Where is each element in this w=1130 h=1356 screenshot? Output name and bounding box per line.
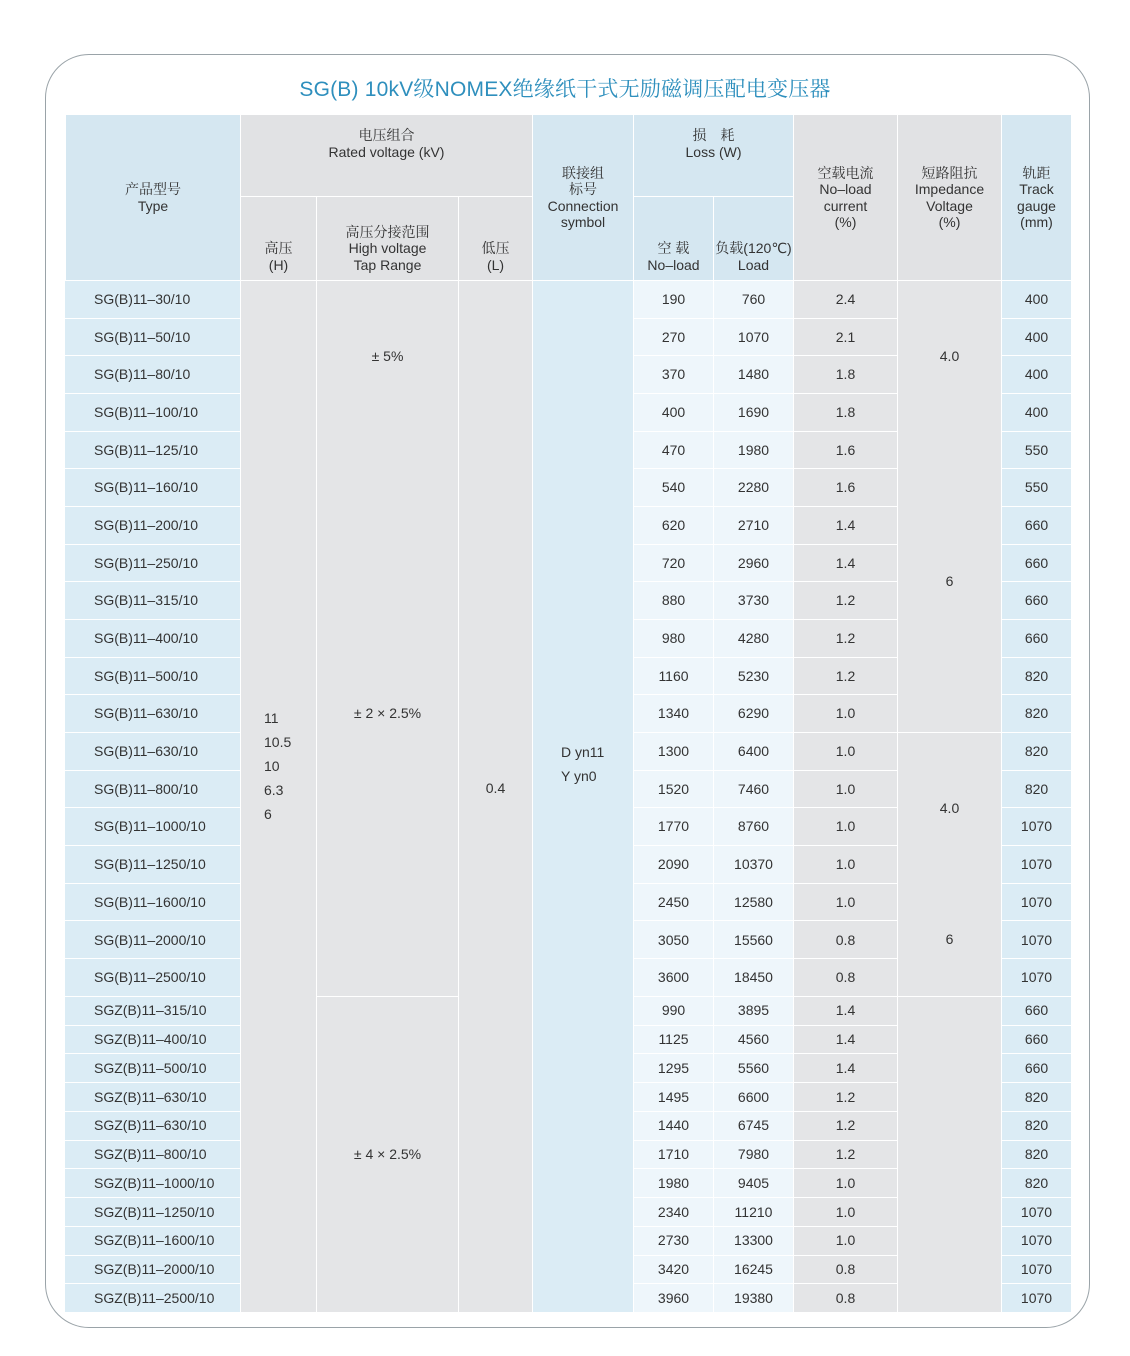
no-load-current-cell: 1.6 [793,431,897,469]
no-load-current-cell: 1.0 [793,732,897,770]
track-gauge-cell: 660 [1001,581,1071,619]
no-load-loss-cell: 1125 [633,1025,713,1054]
no-load-current-cell: 0.8 [793,920,897,958]
track-gauge-cell: 820 [1001,694,1071,732]
header-lv: 低压 (L) [458,196,532,280]
type-cell: SG(B)11–125/10 [65,431,240,469]
no-load-current-cell: 1.0 [793,845,897,883]
no-load-current-cell: 1.2 [793,619,897,657]
load-loss-cell: 10370 [713,845,793,883]
type-cell: SGZ(B)11–630/10 [65,1082,240,1111]
load-loss-cell: 8760 [713,807,793,845]
type-cell: SG(B)11–50/10 [65,318,240,356]
track-gauge-cell: 400 [1001,393,1071,431]
header-impedance: 短路阻抗 Impedance Voltage (%) [897,114,1001,280]
type-cell: SG(B)11–630/10 [65,694,240,732]
no-load-loss-cell: 3600 [633,958,713,996]
load-loss-cell: 2960 [713,544,793,582]
load-loss-cell: 7980 [713,1140,793,1169]
type-cell: SG(B)11–400/10 [65,619,240,657]
track-gauge-cell: 400 [1001,355,1071,393]
no-load-loss-cell: 1495 [633,1082,713,1111]
load-loss-cell: 13300 [713,1226,793,1255]
track-gauge-cell: 400 [1001,280,1071,318]
header-no-load-current: 空载电流 No–load current (%) [793,114,897,280]
track-gauge-cell: 550 [1001,431,1071,469]
track-gauge-cell: 660 [1001,544,1071,582]
type-cell: SG(B)11–500/10 [65,657,240,695]
no-load-loss-cell: 3960 [633,1283,713,1312]
no-load-loss-cell: 3420 [633,1255,713,1284]
track-gauge-cell: 660 [1001,1053,1071,1082]
header-loss: 损 耗 Loss (W) [633,114,793,196]
no-load-current-cell: 1.2 [793,1082,897,1111]
no-load-current-cell: 1.8 [793,393,897,431]
track-gauge-cell: 1070 [1001,1283,1071,1312]
load-loss-cell: 19380 [713,1283,793,1312]
type-cell: SGZ(B)11–1250/10 [65,1197,240,1226]
no-load-current-cell: 1.0 [793,1168,897,1197]
no-load-current-cell: 1.2 [793,1140,897,1169]
track-gauge-cell: 820 [1001,1082,1071,1111]
type-cell: SG(B)11–200/10 [65,506,240,544]
no-load-loss-cell: 1520 [633,770,713,808]
load-loss-cell: 6600 [713,1082,793,1111]
type-cell: SG(B)11–1600/10 [65,883,240,921]
no-load-current-cell: 1.0 [793,694,897,732]
type-cell: SG(B)11–30/10 [65,280,240,318]
type-cell: SG(B)11–100/10 [65,393,240,431]
no-load-loss-cell: 1295 [633,1053,713,1082]
no-load-current-cell: 1.0 [793,1226,897,1255]
no-load-loss-cell: 1440 [633,1111,713,1140]
type-cell: SG(B)11–630/10 [65,732,240,770]
load-loss-cell: 1070 [713,318,793,356]
track-gauge-cell: 1070 [1001,1255,1071,1284]
track-gauge-cell: 1070 [1001,845,1071,883]
track-gauge-cell: 660 [1001,506,1071,544]
header-type: 产品型号 Type [65,114,240,280]
track-gauge-cell: 820 [1001,770,1071,808]
track-gauge-cell: 1070 [1001,807,1071,845]
type-cell: SG(B)11–2500/10 [65,958,240,996]
type-cell: SGZ(B)11–400/10 [65,1025,240,1054]
no-load-loss-cell: 400 [633,393,713,431]
no-load-loss-cell: 1300 [633,732,713,770]
no-load-loss-cell: 1710 [633,1140,713,1169]
track-gauge-cell: 820 [1001,1140,1071,1169]
connection-values: D yn11 Y yn0 [532,280,633,1312]
track-gauge-cell: 400 [1001,318,1071,356]
no-load-loss-cell: 1160 [633,657,713,695]
impedance-group: 6 [897,431,1001,732]
no-load-loss-cell: 980 [633,619,713,657]
type-cell: SG(B)11–250/10 [65,544,240,582]
type-cell: SG(B)11–800/10 [65,770,240,808]
load-loss-cell: 9405 [713,1168,793,1197]
load-loss-cell: 3895 [713,996,793,1025]
track-gauge-cell: 550 [1001,468,1071,506]
header-connection: 联接组 标号 Connection symbol [532,114,633,280]
no-load-loss-cell: 540 [633,468,713,506]
hv-values: 11 10.5 10 6.3 6 [240,280,316,1312]
no-load-loss-cell: 720 [633,544,713,582]
load-loss-cell: 4560 [713,1025,793,1054]
impedance-group: 4.0 [897,280,1001,431]
load-loss-cell: 760 [713,280,793,318]
header-load-loss: 负载(120℃) Load [713,196,793,280]
header-no-load-loss: 空 载 No–load [633,196,713,280]
no-load-current-cell: 1.4 [793,1053,897,1082]
load-loss-cell: 1980 [713,431,793,469]
no-load-current-cell: 2.4 [793,280,897,318]
no-load-current-cell: 2.1 [793,318,897,356]
track-gauge-cell: 820 [1001,732,1071,770]
load-loss-cell: 1690 [713,393,793,431]
no-load-loss-cell: 880 [633,581,713,619]
track-gauge-cell: 820 [1001,657,1071,695]
track-gauge-cell: 1070 [1001,883,1071,921]
spec-table [65,114,1071,1307]
load-loss-cell: 12580 [713,883,793,921]
no-load-current-cell: 1.4 [793,996,897,1025]
type-cell: SG(B)11–80/10 [65,355,240,393]
track-gauge-cell: 1070 [1001,920,1071,958]
no-load-loss-cell: 2090 [633,845,713,883]
load-loss-cell: 7460 [713,770,793,808]
no-load-current-cell: 1.0 [793,1197,897,1226]
load-loss-cell: 6745 [713,1111,793,1140]
no-load-current-cell: 1.8 [793,355,897,393]
header-rated-voltage: 电压组合 Rated voltage (kV) [240,114,532,196]
page-title: SG(B) 10kV级NOMEX绝缘纸干式无励磁调压配电变压器 [299,78,831,101]
type-cell: SGZ(B)11–800/10 [65,1140,240,1169]
load-loss-cell: 2710 [713,506,793,544]
track-gauge-cell: 820 [1001,1111,1071,1140]
tap-group: ± 4 × 2.5% [316,996,458,1312]
no-load-loss-cell: 190 [633,280,713,318]
load-loss-cell: 5230 [713,657,793,695]
track-gauge-cell: 660 [1001,1025,1071,1054]
type-cell: SG(B)11–160/10 [65,468,240,506]
header-track-gauge: 轨距 Track gauge (mm) [1001,114,1071,280]
impedance-group: 6 [897,883,1001,996]
load-loss-cell: 5560 [713,1053,793,1082]
type-cell: SGZ(B)11–2000/10 [65,1255,240,1284]
no-load-loss-cell: 370 [633,355,713,393]
load-loss-cell: 11210 [713,1197,793,1226]
type-cell: SGZ(B)11–500/10 [65,1053,240,1082]
no-load-loss-cell: 1980 [633,1168,713,1197]
impedance-group: 4.0 [897,732,1001,883]
track-gauge-cell: 1070 [1001,1197,1071,1226]
tap-group: ± 5% [316,280,458,431]
no-load-loss-cell: 2450 [633,883,713,921]
load-loss-cell: 3730 [713,581,793,619]
no-load-current-cell: 1.2 [793,657,897,695]
tap-group: ± 2 × 2.5% [316,431,458,996]
no-load-loss-cell: 2730 [633,1226,713,1255]
type-cell: SG(B)11–1000/10 [65,807,240,845]
no-load-current-cell: 1.4 [793,1025,897,1054]
no-load-loss-cell: 990 [633,996,713,1025]
no-load-loss-cell: 270 [633,318,713,356]
no-load-loss-cell: 470 [633,431,713,469]
no-load-current-cell: 1.0 [793,770,897,808]
type-cell: SGZ(B)11–1000/10 [65,1168,240,1197]
load-loss-cell: 1480 [713,355,793,393]
no-load-current-cell: 1.4 [793,506,897,544]
impedance-group-empty [897,996,1001,1312]
no-load-current-cell: 1.0 [793,883,897,921]
type-cell: SG(B)11–315/10 [65,581,240,619]
no-load-current-cell: 0.8 [793,958,897,996]
no-load-current-cell: 1.2 [793,581,897,619]
header-hv: 高压 (H) [240,196,316,280]
no-load-loss-cell: 620 [633,506,713,544]
no-load-current-cell: 1.0 [793,807,897,845]
type-cell: SGZ(B)11–1600/10 [65,1226,240,1255]
load-loss-cell: 16245 [713,1255,793,1284]
no-load-current-cell: 0.8 [793,1255,897,1284]
type-cell: SG(B)11–1250/10 [65,845,240,883]
no-load-loss-cell: 1340 [633,694,713,732]
load-loss-cell: 2280 [713,468,793,506]
no-load-current-cell: 1.6 [793,468,897,506]
no-load-loss-cell: 1770 [633,807,713,845]
type-cell: SGZ(B)11–2500/10 [65,1283,240,1312]
type-cell: SG(B)11–2000/10 [65,920,240,958]
track-gauge-cell: 660 [1001,619,1071,657]
track-gauge-cell: 1070 [1001,1226,1071,1255]
track-gauge-cell: 1070 [1001,958,1071,996]
load-loss-cell: 6400 [713,732,793,770]
no-load-current-cell: 0.8 [793,1283,897,1312]
no-load-current-cell: 1.4 [793,544,897,582]
load-loss-cell: 4280 [713,619,793,657]
type-cell: SGZ(B)11–630/10 [65,1111,240,1140]
load-loss-cell: 18450 [713,958,793,996]
no-load-loss-cell: 2340 [633,1197,713,1226]
track-gauge-cell: 660 [1001,996,1071,1025]
load-loss-cell: 6290 [713,694,793,732]
load-loss-cell: 15560 [713,920,793,958]
track-gauge-cell: 820 [1001,1168,1071,1197]
lv-value: 0.4 [458,280,532,1312]
no-load-current-cell: 1.2 [793,1111,897,1140]
type-cell: SGZ(B)11–315/10 [65,996,240,1025]
header-tap-range: 高压分接范围 High voltage Tap Range [316,196,458,280]
no-load-loss-cell: 3050 [633,920,713,958]
